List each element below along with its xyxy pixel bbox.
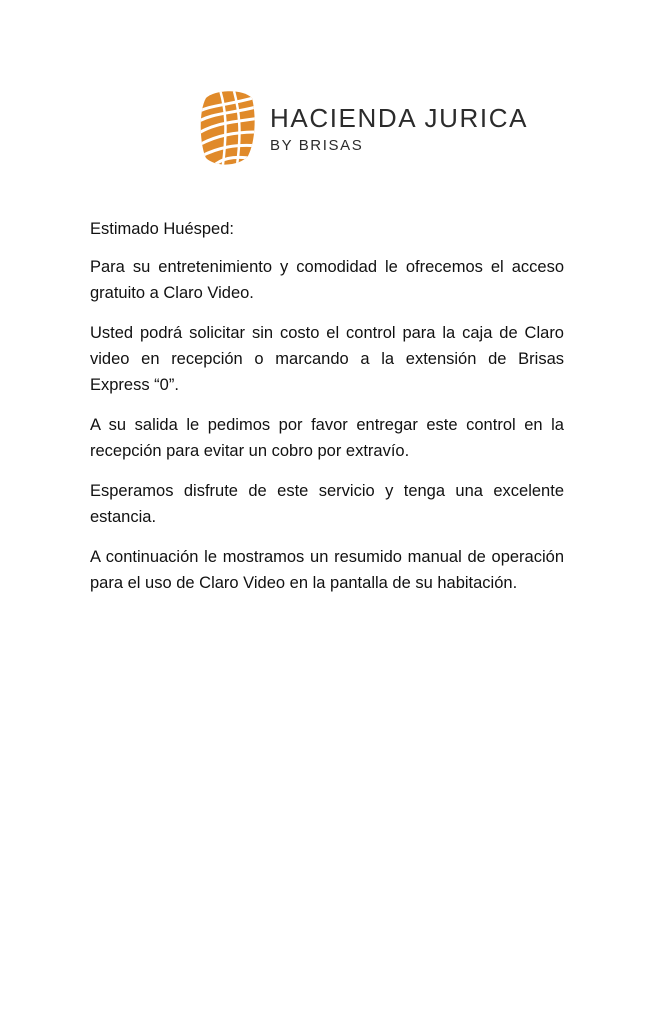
paragraph-request-control: Usted podrá solicitar sin costo el control para la caja de Claro video en recepción o marcando a la extensión de Brisas Express “0”. bbox=[90, 324, 564, 394]
letterhead bbox=[198, 88, 529, 168]
paragraph-return-control: A su salida le pedimos por favor entregar este control en la recepción para evitar un cobro por extravío. bbox=[90, 416, 564, 460]
greeting: Estimado Huésped: bbox=[90, 220, 234, 238]
letter-body bbox=[90, 216, 564, 610]
paragraph-claro-video-access: Para su entretenimiento y comodidad le ofrecemos el acceso gratuito a Claro Video. bbox=[90, 258, 564, 302]
brand-subtitle: BY BRISAS bbox=[270, 136, 364, 154]
brand-name: HACIENDA JURICA bbox=[270, 102, 529, 133]
hacienda-jurica-logo-icon bbox=[198, 88, 256, 168]
paragraph-manual-intro: A continuación le mostramos un resumido manual de operación para el uso de Claro Video en la pantalla de su habitación. bbox=[90, 548, 564, 592]
paragraph-enjoy-stay: Esperamos disfrute de este servicio y tenga una excelente estancia. bbox=[90, 482, 564, 526]
brand-wordmark bbox=[270, 103, 528, 156]
